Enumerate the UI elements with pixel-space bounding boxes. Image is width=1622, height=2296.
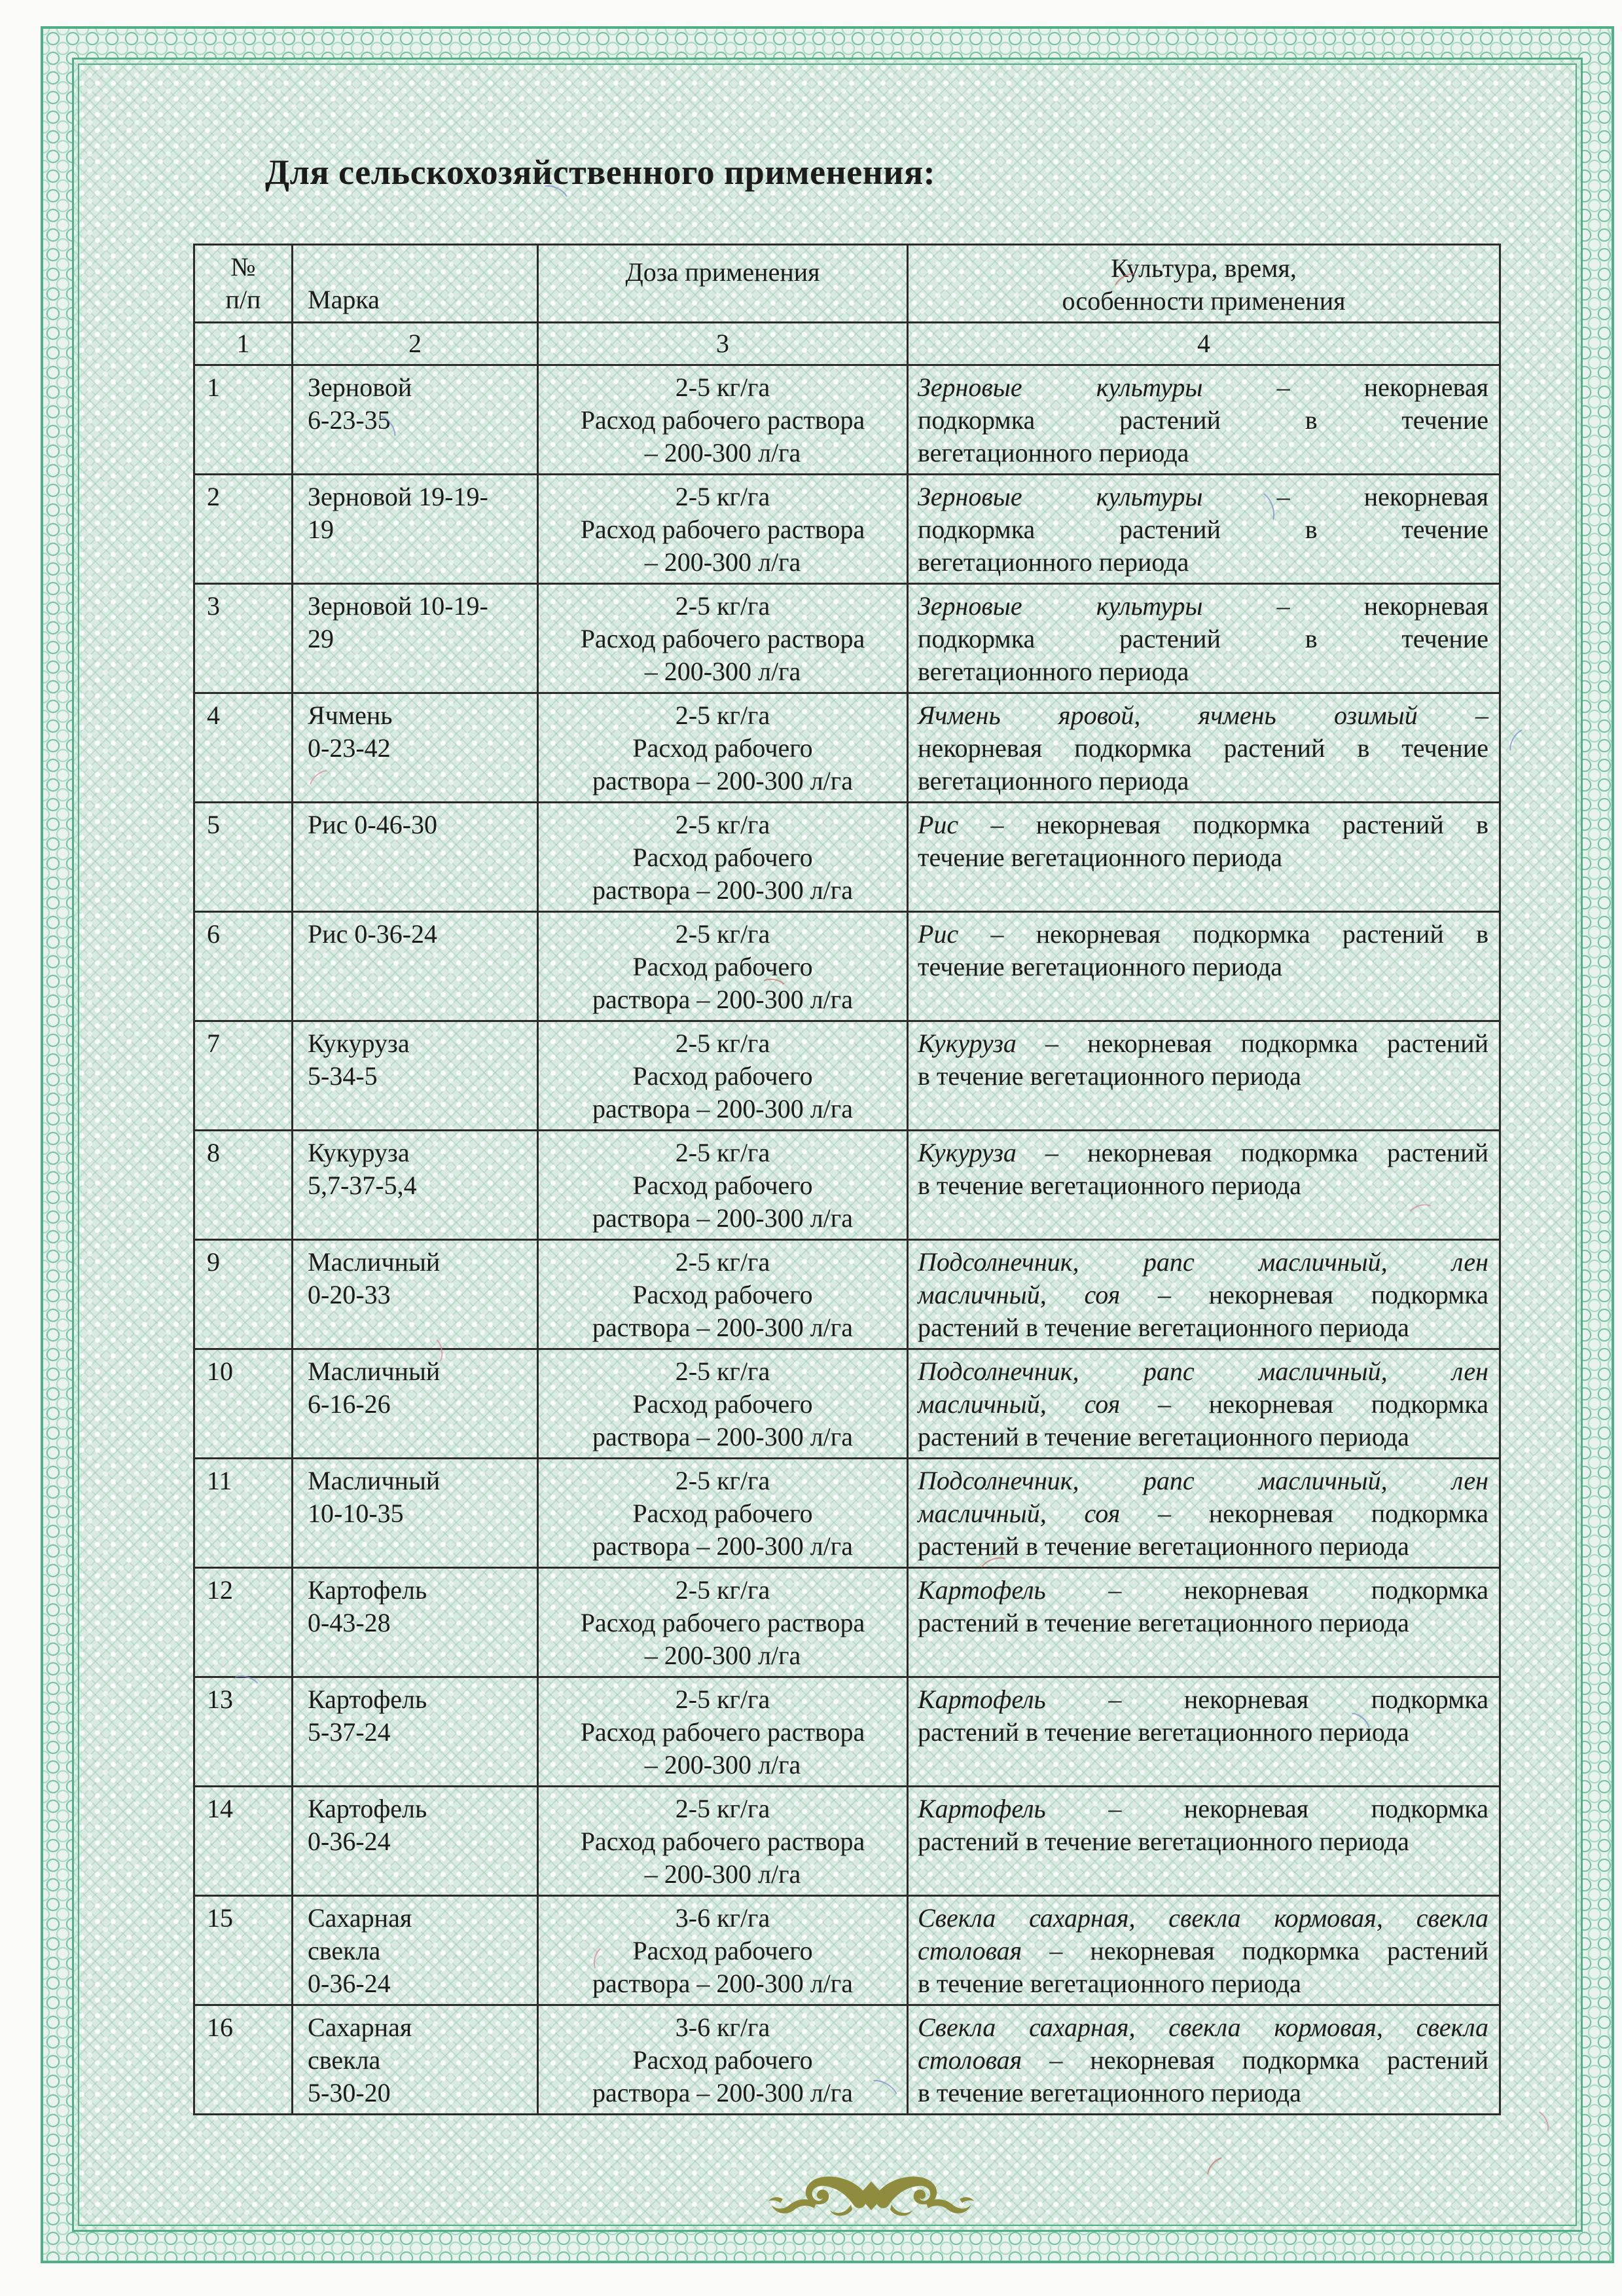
row-number-cell: 16 [194, 2005, 293, 2115]
column-index-2: 2 [293, 323, 538, 365]
culture-cell [908, 1349, 1500, 1459]
dose-line: Расход рабочего [632, 1171, 813, 1200]
culture-cell [908, 912, 1500, 1021]
culture-crop-name: Свекла сахарная, свекла кормовая, свекла [918, 2013, 1488, 2042]
culture-crop-name: Картофель [918, 1575, 1046, 1605]
dose-line: Расход рабочего [632, 1061, 813, 1091]
header-cell-number [194, 245, 293, 323]
dose-line: 2-5 кг/га [675, 810, 770, 839]
dose-cell [538, 803, 908, 912]
row-number-cell: 14 [194, 1787, 293, 1896]
mark-cell [293, 1787, 538, 1896]
dose-cell [538, 1459, 908, 1568]
mark-line: 0-36-24 [308, 1827, 391, 1856]
culture-line [918, 2011, 1488, 2044]
table-row [194, 1349, 1500, 1459]
culture-text: – некорневая подкормка [1045, 1685, 1488, 1714]
culture-text: в течение вегетационного периода [918, 1969, 1301, 1998]
table-row [194, 475, 1500, 584]
culture-crop-name: Картофель [918, 1685, 1046, 1714]
row-number-cell: 5 [194, 803, 293, 912]
culture-text: вегетационного периода [918, 657, 1189, 686]
dose-line: 2-5 кг/га [675, 591, 770, 621]
dose-line: раствора – 200-300 л/га [592, 1313, 853, 1342]
mark-line: 29 [308, 624, 334, 653]
mark-line: Ячмень [308, 701, 393, 730]
culture-line [918, 1825, 1488, 1858]
dose-line: – 200-300 л/га [644, 438, 801, 467]
culture-line [918, 1169, 1488, 1202]
dose-cell [538, 1131, 908, 1240]
culture-text: растений в течение вегетационного периода [918, 1827, 1409, 1856]
column-index-4: 4 [908, 323, 1500, 365]
row-number-cell: 11 [194, 1459, 293, 1568]
culture-line [918, 951, 1488, 983]
culture-cell [908, 584, 1500, 693]
mark-line: Масличный [308, 1247, 441, 1277]
culture-crop-name: Кукуруза [918, 1029, 1017, 1058]
culture-text: вегетационного периода [918, 766, 1189, 795]
dose-line: 2-5 кг/га [675, 482, 770, 511]
dose-line: 2-5 кг/га [675, 919, 770, 949]
culture-text: – некорневая подкормка [1120, 1499, 1489, 1528]
row-number-cell: 2 [194, 475, 293, 584]
culture-line [918, 437, 1488, 469]
culture-text: – некорневая подкормка [1045, 1575, 1488, 1605]
culture-line [918, 1574, 1488, 1607]
dose-line: Расход рабочего [632, 1936, 813, 1965]
row-number-cell: 9 [194, 1240, 293, 1349]
culture-text: – некорневая подкормка растений [1016, 1029, 1488, 1058]
culture-cell [908, 475, 1500, 584]
culture-line [918, 1497, 1488, 1530]
culture-text: вегетационного периода [918, 438, 1189, 467]
culture-line [918, 1060, 1488, 1093]
mark-cell [293, 912, 538, 1021]
column-index-row [194, 323, 1500, 365]
row-number-cell: 13 [194, 1677, 293, 1787]
mark-cell [293, 1677, 538, 1787]
culture-text: – [1417, 701, 1489, 730]
culture-text: – некорневая подкормка растений [1022, 1936, 1488, 1965]
application-table-body [194, 365, 1500, 2115]
table-row [194, 1896, 1500, 2005]
page-title: Для сельскохозяйственного применения: [265, 153, 936, 192]
table-row [194, 365, 1500, 475]
dose-line: Расход рабочего [632, 843, 813, 872]
header-cell-mark: Марка [293, 245, 538, 323]
dose-line: – 200-300 л/га [644, 657, 801, 686]
table-row [194, 912, 1500, 1021]
dose-cell [538, 475, 908, 584]
mark-line: Картофель [308, 1685, 427, 1714]
flourish-left-half [768, 2177, 866, 2216]
header-cell-dose: Доза применения [538, 245, 908, 323]
dose-line: 2-5 кг/га [675, 1685, 770, 1714]
row-number-cell: 8 [194, 1131, 293, 1240]
dose-line: раствора – 200-300 л/га [592, 766, 853, 795]
row-number-cell: 3 [194, 584, 293, 693]
dose-cell [538, 1240, 908, 1349]
gold-flourish-ornament [763, 2168, 979, 2223]
culture-crop-name: столовая [918, 1936, 1022, 1965]
culture-cell [908, 1131, 1500, 1240]
mark-line: Сахарная [308, 1903, 412, 1933]
culture-cell [908, 1896, 1500, 2005]
culture-crop-name: Подсолнечник, рапс масличный, лен [918, 1247, 1488, 1277]
dose-line: 2-5 кг/га [675, 1575, 770, 1605]
security-fiber [1505, 725, 1538, 762]
dose-line: 2-5 кг/га [675, 373, 770, 402]
table-row [194, 803, 1500, 912]
culture-line [918, 1027, 1488, 1060]
culture-text: – некорневая подкормка [1120, 1389, 1489, 1419]
dose-line: Расход рабочего [632, 952, 813, 981]
culture-crop-name: масличный, соя [918, 1499, 1121, 1528]
mark-line: свекла [308, 2045, 381, 2075]
mark-line: 0-20-33 [308, 1280, 391, 1309]
dose-line: – 200-300 л/га [644, 1641, 801, 1670]
mark-cell [293, 1568, 538, 1677]
mark-line: Масличный [308, 1466, 441, 1495]
culture-text: – некорневая подкормка растений в [958, 810, 1488, 839]
dose-line: раствора – 200-300 л/га [592, 1531, 853, 1561]
culture-line [918, 918, 1488, 951]
column-index-3: 3 [538, 323, 908, 365]
dose-line: раствора – 200-300 л/га [592, 1422, 853, 1451]
culture-line [918, 1793, 1488, 1825]
dose-cell [538, 1787, 908, 1896]
mark-line: Рис 0-46-30 [308, 810, 438, 839]
mark-cell [293, 475, 538, 584]
dose-line: 2-5 кг/га [675, 1466, 770, 1495]
mark-line: 0-23-42 [308, 733, 391, 763]
application-table [193, 244, 1501, 2115]
mark-line: 10-10-35 [308, 1499, 404, 1528]
culture-crop-name: Подсолнечник, рапс масличный, лен [918, 1357, 1488, 1386]
culture-line [918, 1967, 1488, 2000]
mark-line: 6-23-35 [308, 405, 391, 435]
culture-line [918, 1137, 1488, 1169]
culture-crop-name: столовая [918, 2045, 1022, 2075]
dose-line: раствора – 200-300 л/га [592, 1094, 853, 1123]
culture-line [918, 699, 1488, 732]
mark-line: 5,7-37-5,4 [308, 1171, 417, 1200]
culture-line [918, 371, 1488, 404]
culture-text: течение вегетационного периода [918, 952, 1282, 981]
dose-line: Расход рабочего [632, 2045, 813, 2075]
table-row [194, 584, 1500, 693]
row-number-cell: 6 [194, 912, 293, 1021]
dose-line: Расход рабочего раствора [580, 1608, 865, 1637]
dose-line: Расход рабочего раствора [580, 405, 865, 435]
table-row [194, 1021, 1500, 1131]
dose-line: Расход рабочего раствора [580, 1717, 865, 1747]
culture-crop-name: масличный, соя [918, 1280, 1121, 1309]
dose-cell [538, 1677, 908, 1787]
row-number-cell: 15 [194, 1896, 293, 2005]
table-row [194, 1459, 1500, 1568]
dose-line: Расход рабочего [632, 1389, 813, 1419]
header-culture-line1: Культура, время, [1111, 253, 1297, 283]
culture-line [918, 655, 1488, 688]
culture-crop-name: Рис [918, 919, 959, 949]
dose-line: 2-5 кг/га [675, 1029, 770, 1058]
culture-text: – некорневая подкормка растений [1016, 1138, 1488, 1167]
culture-cell [908, 803, 1500, 912]
culture-text: – некорневая [1202, 482, 1489, 511]
row-number-cell: 12 [194, 1568, 293, 1677]
culture-line [918, 404, 1488, 437]
mark-line: Зерновой 19-19- [308, 482, 488, 511]
culture-line [918, 1530, 1488, 1563]
dose-line: Расход рабочего раствора [580, 1827, 865, 1856]
dose-line: раствора – 200-300 л/га [592, 1203, 853, 1233]
mark-cell [293, 1459, 538, 1568]
culture-crop-name: Зерновые культуры [918, 482, 1203, 511]
culture-text: подкормка растений в течение [918, 515, 1488, 544]
mark-line: 5-37-24 [308, 1717, 391, 1747]
culture-crop-name: масличный, соя [918, 1389, 1121, 1419]
mark-cell [293, 803, 538, 912]
security-fiber [1525, 2107, 1553, 2140]
security-fiber [1202, 2153, 1235, 2187]
culture-cell [908, 1677, 1500, 1787]
dose-line: Расход рабочего [632, 1499, 813, 1528]
culture-line [918, 2044, 1488, 2077]
header-number-line2: п/п [225, 285, 261, 314]
dose-line: Расход рабочего [632, 1280, 813, 1309]
culture-text: подкормка растений в течение [918, 624, 1488, 653]
culture-line [918, 841, 1488, 874]
mark-line: Картофель [308, 1575, 427, 1605]
culture-text: некорневая подкормка растений в течение [918, 733, 1488, 763]
dose-cell [538, 584, 908, 693]
culture-line [918, 1355, 1488, 1388]
culture-cell [908, 1568, 1500, 1677]
culture-line [918, 1607, 1488, 1639]
culture-crop-name: Рис [918, 810, 959, 839]
culture-text: в течение вегетационного периода [918, 1061, 1301, 1091]
culture-crop-name: Кукуруза [918, 1138, 1017, 1167]
culture-text: в течение вегетационного периода [918, 2078, 1301, 2107]
header-culture-line2: особенности применения [1062, 286, 1346, 316]
table-row [194, 1787, 1500, 1896]
culture-text: – некорневая [1202, 591, 1489, 621]
dose-line: – 200-300 л/га [644, 1750, 801, 1779]
culture-text: подкормка растений в течение [918, 405, 1488, 435]
row-number-cell: 4 [194, 693, 293, 803]
mark-cell [293, 1131, 538, 1240]
culture-text: вегетационного периода [918, 547, 1189, 577]
dose-line: 2-5 кг/га [675, 1357, 770, 1386]
application-table-head [194, 245, 1500, 365]
culture-crop-name: Ячмень яровой, ячмень озимый [918, 701, 1418, 730]
culture-crop-name: Зерновые культуры [918, 591, 1203, 621]
mark-line: Сахарная [308, 2013, 412, 2042]
mark-line: Зерновой 10-19- [308, 591, 488, 621]
culture-crop-name: Картофель [918, 1794, 1046, 1823]
culture-line [918, 1246, 1488, 1279]
dose-line: – 200-300 л/га [644, 547, 801, 577]
dose-cell [538, 365, 908, 475]
dose-line: 2-5 кг/га [675, 1794, 770, 1823]
culture-text: – некорневая подкормка растений в [958, 919, 1488, 949]
culture-crop-name: Зерновые культуры [918, 373, 1203, 402]
mark-line: Рис 0-36-24 [308, 919, 438, 949]
mark-cell [293, 1896, 538, 2005]
dose-cell [538, 912, 908, 1021]
culture-line [918, 481, 1488, 513]
mark-cell [293, 2005, 538, 2115]
flourish-right-half [858, 2177, 974, 2216]
mark-line: Зерновой [308, 373, 412, 402]
culture-line [918, 590, 1488, 623]
mark-cell [293, 693, 538, 803]
mark-line: 19 [308, 515, 334, 544]
column-index-1: 1 [194, 323, 293, 365]
culture-line [918, 1465, 1488, 1497]
culture-cell [908, 365, 1500, 475]
dose-cell [538, 1896, 908, 2005]
culture-line [918, 546, 1488, 579]
culture-crop-name: Подсолнечник, рапс масличный, лен [918, 1466, 1488, 1495]
mark-cell [293, 1240, 538, 1349]
culture-text: растений в течение вегетационного периода [918, 1717, 1409, 1747]
culture-line [918, 1683, 1488, 1716]
culture-text: – некорневая подкормка [1120, 1280, 1489, 1309]
mark-line: Картофель [308, 1794, 427, 1823]
culture-cell [908, 1240, 1500, 1349]
culture-text: растений в течение вегетационного периода [918, 1422, 1409, 1451]
dose-cell [538, 693, 908, 803]
culture-text: растений в течение вегетационного периода [918, 1313, 1409, 1342]
dose-line: 2-5 кг/га [675, 1138, 770, 1167]
culture-text: течение вегетационного периода [918, 843, 1282, 872]
dose-line: раствора – 200-300 л/га [592, 875, 853, 905]
culture-text: растений в течение вегетационного периода [918, 1608, 1409, 1637]
mark-line: 0-43-28 [308, 1608, 391, 1637]
dose-line: раствора – 200-300 л/га [592, 985, 853, 1014]
mark-line: 0-36-24 [308, 1969, 391, 1998]
culture-text: в течение вегетационного периода [918, 1171, 1301, 1200]
dose-line: 2-5 кг/га [675, 701, 770, 730]
dose-line: Расход рабочего раствора [580, 624, 865, 653]
row-number-cell: 7 [194, 1021, 293, 1131]
dose-cell [538, 1568, 908, 1677]
mark-line: 5-34-5 [308, 1061, 378, 1091]
table-row [194, 693, 1500, 803]
mark-cell [293, 1021, 538, 1131]
dose-line: 3-6 кг/га [675, 2013, 770, 2042]
mark-cell [293, 584, 538, 693]
header-cell-culture [908, 245, 1500, 323]
mark-line: 5-30-20 [308, 2078, 391, 2107]
culture-line [918, 1388, 1488, 1421]
culture-cell [908, 1459, 1500, 1568]
dose-line: раствора – 200-300 л/га [592, 1969, 853, 1998]
culture-line [918, 809, 1488, 841]
row-number-cell: 1 [194, 365, 293, 475]
culture-line [918, 2077, 1488, 2109]
mark-line: свекла [308, 1936, 381, 1965]
mark-line: Масличный [308, 1357, 441, 1386]
culture-text: – некорневая подкормка [1045, 1794, 1488, 1823]
dose-line: Расход рабочего [632, 733, 813, 763]
culture-line [918, 1902, 1488, 1935]
culture-crop-name: Свекла сахарная, свекла кормовая, свекла [918, 1903, 1488, 1933]
header-number-line1: № [230, 252, 256, 282]
culture-cell [908, 1787, 1500, 1896]
culture-text: – некорневая подкормка растений [1022, 2045, 1488, 2075]
table-row [194, 1131, 1500, 1240]
mark-line: Кукуруза [308, 1138, 410, 1167]
dose-line: – 200-300 л/га [644, 1859, 801, 1889]
culture-line [918, 1716, 1488, 1749]
dose-line: Расход рабочего раствора [580, 515, 865, 544]
table-row [194, 1677, 1500, 1787]
dose-cell [538, 2005, 908, 2115]
table-row [194, 1240, 1500, 1349]
dose-cell [538, 1349, 908, 1459]
culture-line [918, 765, 1488, 797]
dose-line: раствора – 200-300 л/га [592, 2078, 853, 2107]
mark-cell [293, 1349, 538, 1459]
mark-line: 6-16-26 [308, 1389, 391, 1419]
culture-line [918, 623, 1488, 655]
table-row [194, 2005, 1500, 2115]
culture-cell [908, 1021, 1500, 1131]
culture-line [918, 513, 1488, 546]
culture-text: – некорневая [1202, 373, 1489, 402]
culture-text: растений в течение вегетационного периода [918, 1531, 1409, 1561]
mark-line: Кукуруза [308, 1029, 410, 1058]
culture-line [918, 732, 1488, 765]
dose-line: 2-5 кг/га [675, 1247, 770, 1277]
culture-line [918, 1279, 1488, 1311]
culture-cell [908, 693, 1500, 803]
culture-cell [908, 2005, 1500, 2115]
mark-cell [293, 365, 538, 475]
row-number-cell: 10 [194, 1349, 293, 1459]
culture-line [918, 1935, 1488, 1967]
dose-line: 3-6 кг/га [675, 1903, 770, 1933]
culture-line [918, 1421, 1488, 1453]
culture-line [918, 1311, 1488, 1344]
dose-cell [538, 1021, 908, 1131]
table-row [194, 1568, 1500, 1677]
header-row [194, 245, 1500, 323]
